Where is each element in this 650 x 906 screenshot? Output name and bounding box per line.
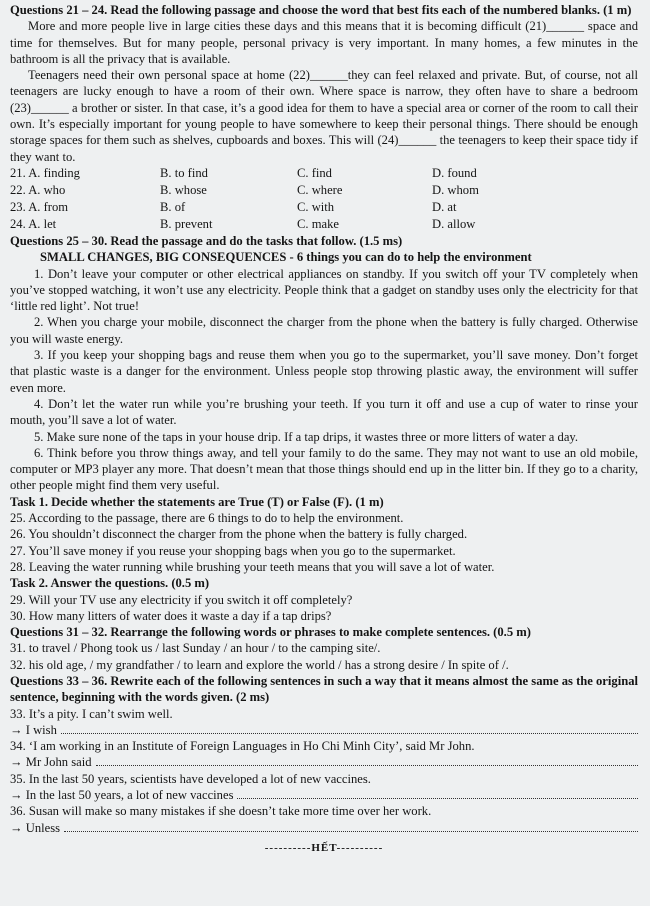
answer-prompt: → Unless [10,820,61,835]
rewrite-question: 35. In the last 50 years, scientists have developed a lot of new vaccines. [10,771,371,786]
rewrite-question: 33. It’s a pity. I can’t swim well. [10,706,173,721]
option: D. at [432,199,457,214]
dotted-line [64,821,638,832]
option: D. found [432,165,477,180]
option: B. of [160,199,186,214]
passage-paragraph: More and more people live in large cities these days and this means that it is becoming difficult (21)______ space and time for themselves. But for many people, personal privacy is very important. In many homes, a few minutes in the bathroom is all the privacy that is available. [10,19,638,66]
option: B. whose [160,182,207,197]
task-statement: 26. You shouldn’t disconnect the charger from the phone when the battery is fully charged. [10,527,468,542]
dotted-line [61,723,638,734]
questions-33-36 [10,673,638,836]
answer-line[interactable] [10,820,638,836]
task-question: 30. How many litters of water does it waste a day if a tap drips? [10,608,332,623]
answer-prompt: → Mr John said [10,755,92,770]
rewrite-question: 36. Susan will make so many mistakes if she doesn’t take more time over her work. [10,804,432,819]
questions-21-24 [10,2,638,233]
passage-item: 2. When you charge your mobile, disconnect the charger from the phone when the battery is fully charged. Otherwise you will waste energy. [10,315,638,346]
option: C. where [297,182,343,197]
passage-item: 1. Don’t leave your computer or other electrical appliances on standby. If you switch off your TV completely when you’ve stopped watching, it won’t use any electricity. People think that a gadget on standby uses only the electricity for that ‘little red light’. Not true! [10,266,638,314]
questions-25-30 [10,233,638,624]
task-heading: Task 1. Decide whether the statements are True (T) or False (F). (1 m) [10,494,384,509]
questions-31-32 [10,624,638,673]
section-heading: Questions 25 – 30. Read the passage and do the tasks that follow. (1.5 ms) [10,233,403,248]
option: 24. A. let [10,216,57,231]
passage-item: 6. Think before you throw things away, and tell your family to do the same. They may not want to use an old mobile, computer or MP3 player any more. That doesn’t mean that those things should end up in the litter bin. If they go to a charity, other people might find them very useful. [10,445,638,493]
answer-line[interactable] [10,754,638,770]
dotted-line [96,755,638,766]
task-statement: 27. You’ll save money if you reuse your shopping bags when you go to the supermarket. [10,543,456,558]
option: B. prevent [160,216,213,231]
option: D. whom [432,182,479,197]
passage-item: 5. Make sure none of the taps in your house drip. If a tap drips, it wastes three or more litters of water a day. [34,429,579,444]
end-marker: ----------HẾT---------- [264,841,384,854]
option: C. make [297,216,339,231]
section-heading: Questions 21 – 24. Read the following passage and choose the word that best fits each of the numbered blanks. (1 m) [10,3,632,17]
passage-item: 3. If you keep your shopping bags and reuse them when you go to the supermarket, you’ll save money. Don’t forget that plastic waste is a danger for the environment. Unless people stop throwing plastic away, the environment will suffer even more. [10,348,638,395]
passage-paragraph: Teenagers need their own personal space at home (22)______they can feel relaxed and private. But, of course, not all teenagers are lucky enough to have a room of their own. Where space is narrow, they often have to share a bedroom (23)______ a brother or sister. In that case, it’s a good idea for them to have a special area or corner of the room to call their own. It’s especially important for young people to have somewhere to keep their personal things. There should be enough storage spaces for them such as shelves, cupboards and boxes. This will (24)______ the teenagers to keep their space tidy if they want to. [10,68,638,164]
section-heading: Questions 33 – 36. Rewrite each of the following sentences in such a way that it means almost the same as the original sentence, beginning with the words given. (2 ms) [10,673,638,705]
rearrange-item: 32. his old age, / my grandfather / to learn and explore the world / has a strong desire / In spite of /. [10,657,509,672]
option: 23. A. from [10,199,69,214]
rearrange-item: 31. to travel / Phong took us / last Sunday / an hour / to the camping site/. [10,641,381,656]
task-statement: 25. According to the passage, there are 6 things to do to help the environment. [10,511,404,526]
section-heading: Questions 31 – 32. Rearrange the following words or phrases to make complete sentences. (0.5 m) [10,625,531,640]
answer-line[interactable] [10,722,638,738]
answer-line[interactable] [10,787,638,803]
task-statement: 28. Leaving the water running while brushing your teeth means that you will save a lot of water. [10,559,495,574]
task-question: 29. Will your TV use any electricity if you switch it off completely? [10,592,353,607]
dotted-line [237,788,638,799]
passage-title: SMALL CHANGES, BIG CONSEQUENCES - 6 things you can do to help the environment [40,250,532,265]
answer-prompt: → I wish [10,722,57,737]
passage-item: 4. Don’t let the water run while you’re brushing your teeth. If you turn it off and use a cup of water to rinse your mouth, you’ll save a lot of water. [10,396,638,428]
option: C. with [297,199,335,214]
option: 21. A. finding [10,165,80,180]
task-heading: Task 2. Answer the questions. (0.5 m) [10,576,210,591]
answer-prompt: → In the last 50 years, a lot of new vaccines [10,788,234,803]
option: B. to find [160,165,208,180]
option: 22. A. who [10,182,66,197]
option: C. find [297,165,332,180]
option: D. allow [432,216,476,231]
rewrite-question: 34. ‘I am working in an Institute of Foreign Languages in Ho Chi Minh City’, said Mr John. [10,739,475,754]
answer-options [10,165,638,233]
